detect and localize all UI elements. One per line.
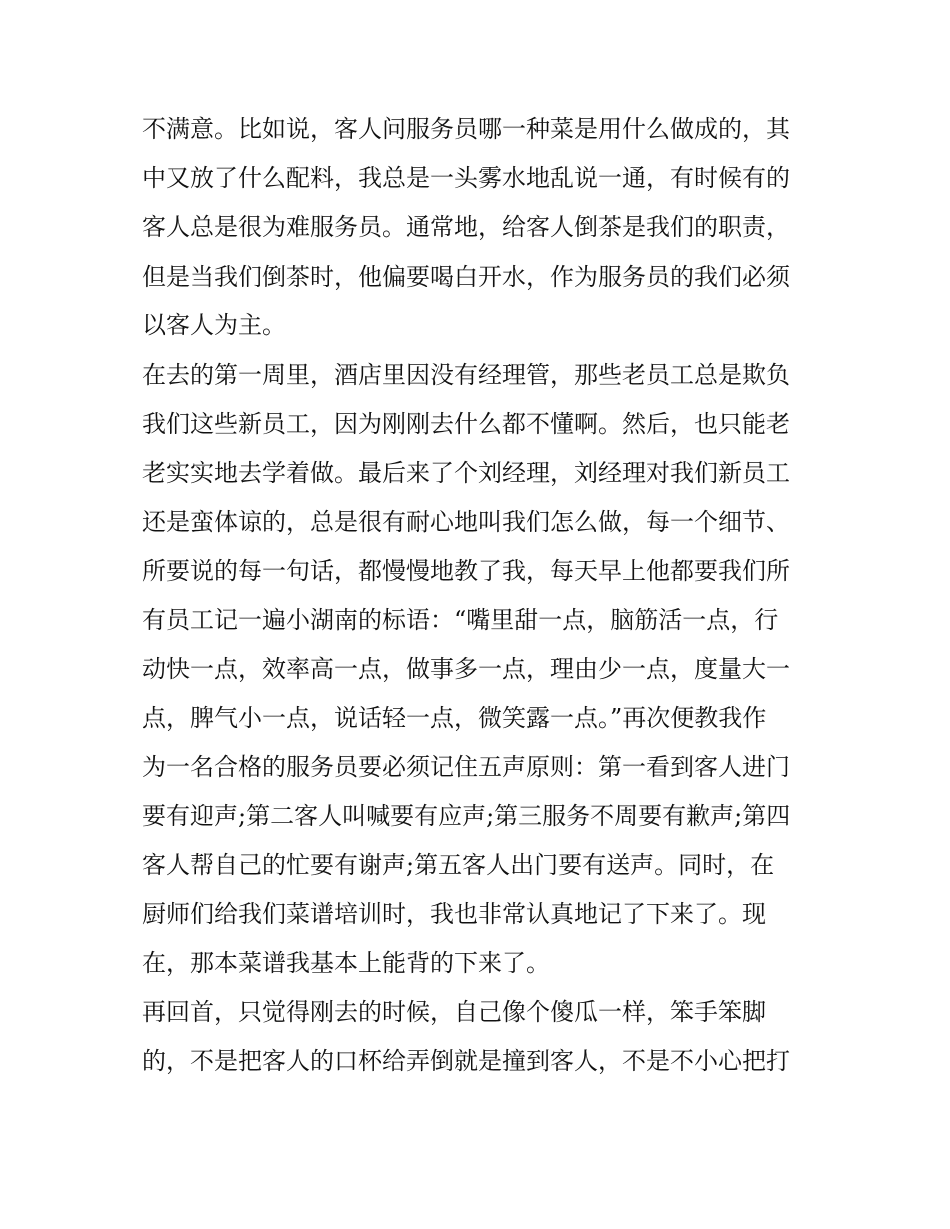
text-line: 还是蛮体谅的，总是很有耐心地叫我们怎么做，每一个细节、 [142,508,790,536]
text-line: 有员工记一遍小湖南的标语：“嘴里甜一点，脑筋活一点，行 [142,606,779,634]
text-line: 在，那本菜谱我基本上能背的下来了。 [142,949,550,977]
text-line: 不满意。比如说，客人问服务员哪一种菜是用什么做成的，其 [142,115,790,143]
text-line: 点，脾气小一点，说话轻一点，微笑露一点。”再次便教我作 [142,704,767,732]
text-line: 厨师们给我们菜谱培训时，我也非常认真地记了下来了。现 [142,900,766,928]
text-line: 老实实地去学着做。最后来了个刘经理，刘经理对我们新员工 [142,459,790,487]
text-line: 动快一点，效率高一点，做事多一点，理由少一点，度量大一 [142,655,790,683]
text-line: 我们这些新员工，因为刚刚去什么都不懂啊。然后，也只能老 [142,410,790,438]
text-line: 以客人为主。 [142,311,286,339]
text-line: 要有迎声;第二客人叫喊要有应声;第三服务不周要有歉声;第四 [142,802,791,830]
text-line: 中又放了什么配料，我总是一头雾水地乱说一通，有时候有的 [142,164,790,192]
text-line: 但是当我们倒茶时，他偏要喝白开水，作为服务员的我们必须 [142,263,790,291]
text-line: 客人帮自己的忙要有谢声;第五客人出门要有送声。同时，在 [142,851,775,879]
text-line: 再回首，只觉得刚去的时候，自己像个傻瓜一样，笨手笨脚 [142,998,766,1026]
text-line: 在去的第一周里，酒店里因没有经理管，那些老员工总是欺负 [142,361,790,389]
text-line: 的，不是把客人的口杯给弄倒就是撞到客人，不是不小心把打 [142,1047,790,1075]
text-line: 为一名合格的服务员要必须记住五声原则：第一看到客人进门 [142,753,790,781]
text-line: 客人总是很为难服务员。通常地，给客人倒茶是我们的职责， [142,213,790,241]
text-line: 所要说的每一句话，都慢慢地教了我，每天早上他都要我们所 [142,557,790,585]
